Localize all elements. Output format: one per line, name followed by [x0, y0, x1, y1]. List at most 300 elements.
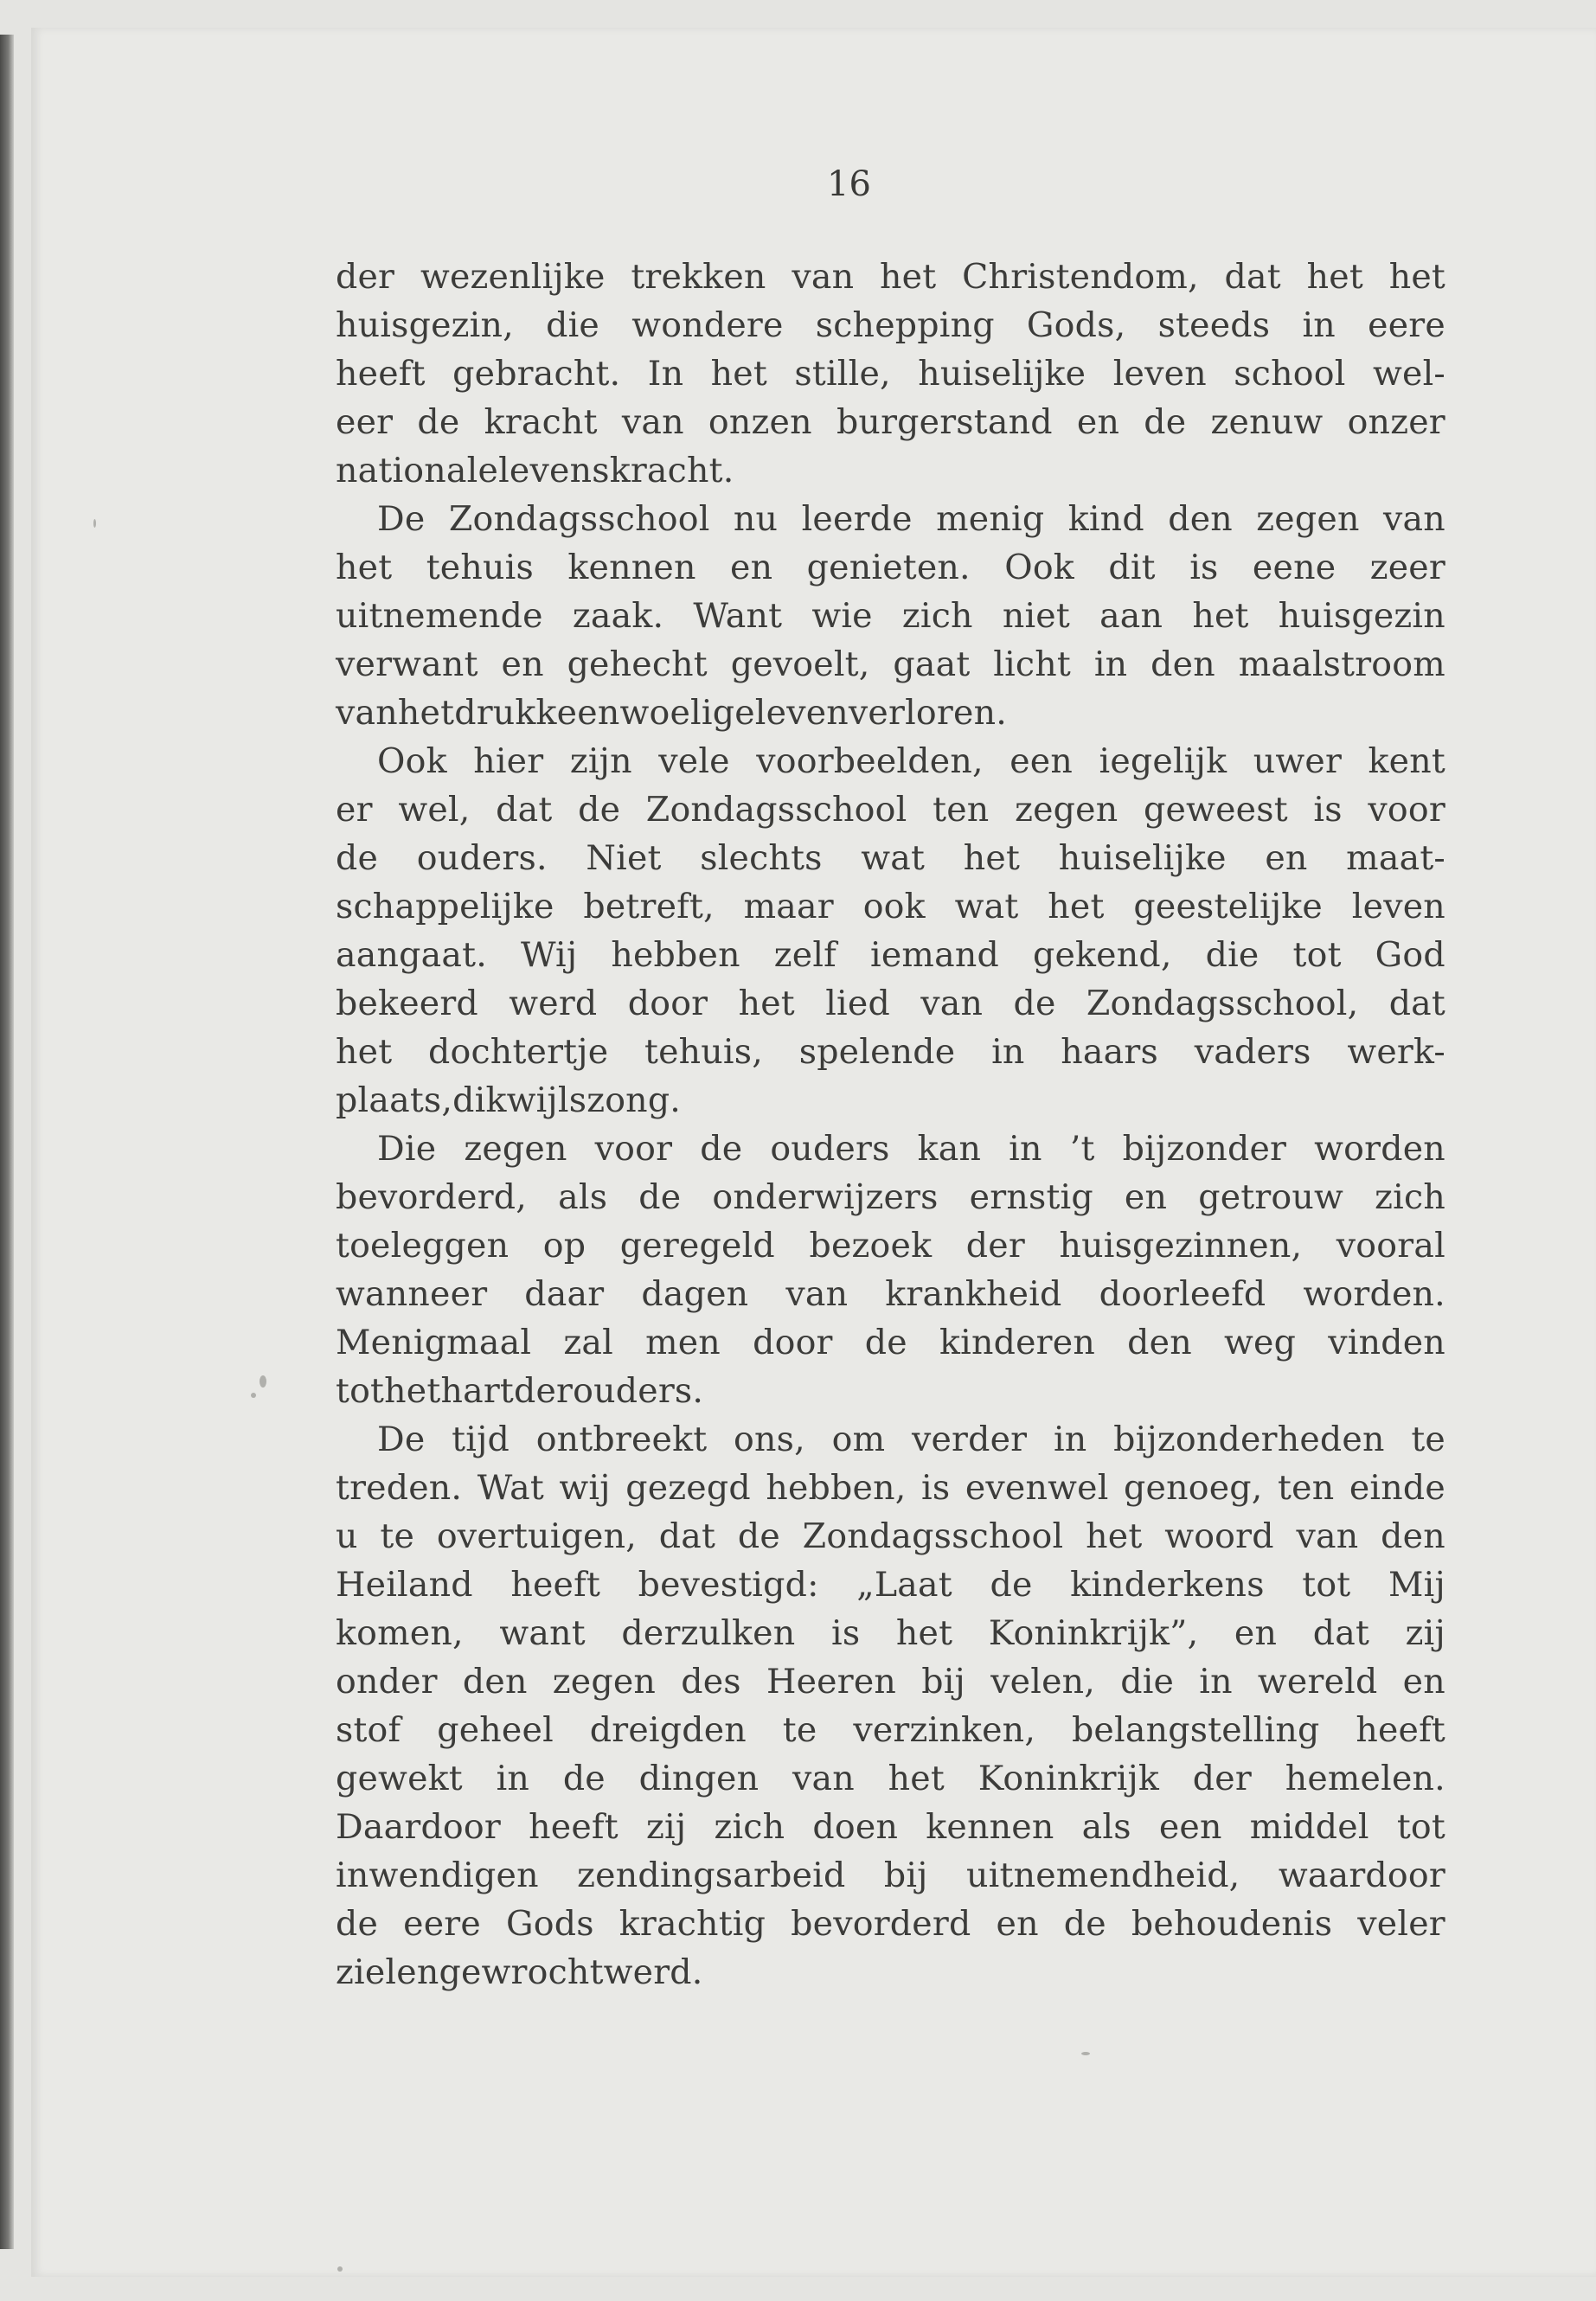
word: burgerstand	[836, 402, 1053, 442]
word: het	[1192, 596, 1249, 636]
scan-speck	[251, 1393, 256, 1398]
word: Wij	[520, 935, 578, 975]
word: bekeerd	[336, 984, 478, 1023]
word: Niet	[586, 838, 662, 878]
word: huisgezin	[1278, 596, 1445, 636]
word: genoeg,	[1124, 1468, 1263, 1508]
text-line	[336, 931, 1445, 979]
word: een	[1010, 741, 1074, 781]
word: door	[753, 1323, 833, 1362]
word: der	[1192, 1759, 1252, 1798]
text-line	[336, 592, 1445, 640]
word: leven	[754, 693, 849, 733]
word: vinden	[1328, 1323, 1445, 1362]
word: eere	[403, 1904, 481, 1944]
word: zich	[714, 1807, 785, 1847]
body-text	[336, 253, 1445, 1997]
word: kennen	[926, 1807, 1054, 1847]
word: De	[377, 499, 426, 539]
word: Die	[377, 1129, 437, 1169]
word: huiselijke	[1058, 838, 1227, 878]
word: doen	[812, 1807, 899, 1847]
word: wij	[559, 1468, 611, 1508]
text-line	[336, 834, 1445, 882]
word: den	[1168, 499, 1233, 539]
word: en	[996, 1904, 1039, 1944]
word: het	[1048, 887, 1105, 926]
word: ten	[1278, 1468, 1335, 1508]
word: zaak.	[572, 596, 664, 636]
word: steeds	[1157, 305, 1271, 345]
word: Zondagsschool	[802, 1516, 1064, 1556]
word: in	[1199, 1662, 1233, 1702]
word: levenskracht.	[498, 451, 734, 490]
word: men	[645, 1323, 721, 1362]
word: het	[1306, 257, 1363, 297]
word: in	[496, 1759, 530, 1798]
word: want	[499, 1613, 586, 1653]
word: lied	[825, 984, 890, 1023]
word: stille,	[794, 354, 891, 394]
word: krachtig	[619, 1904, 766, 1944]
word: de	[1063, 1904, 1106, 1944]
word: de	[990, 1565, 1033, 1605]
word: schappelijke	[336, 887, 554, 926]
word: Koninkrijk	[977, 1759, 1160, 1798]
word: leven	[1351, 887, 1445, 926]
word: en	[1124, 1177, 1168, 1217]
text-line	[336, 1561, 1445, 1609]
word: bij	[921, 1662, 965, 1702]
word: zij	[1405, 1613, 1445, 1653]
text-line	[336, 785, 1445, 834]
word: Gods	[506, 1904, 594, 1944]
word: te	[1411, 1420, 1445, 1459]
word: einde	[1349, 1468, 1445, 1508]
word: op	[542, 1226, 586, 1266]
word: leven	[1112, 354, 1207, 394]
word: tot	[1302, 1565, 1351, 1605]
word: die	[1120, 1662, 1175, 1702]
word: Koninkrijk”,	[988, 1613, 1199, 1653]
word: heeft	[336, 354, 426, 394]
word: Wat	[477, 1468, 544, 1508]
word: Zondagsschool	[645, 790, 907, 830]
word: der	[513, 1371, 574, 1411]
word: voor	[1368, 790, 1445, 830]
word: nu	[733, 499, 779, 539]
word: den	[462, 1662, 528, 1702]
word: zielen	[336, 1952, 439, 1992]
word: van	[785, 1274, 849, 1314]
word: onderwijzers	[712, 1177, 939, 1217]
word: en	[730, 548, 773, 587]
word: nationale	[336, 451, 499, 490]
word: huisgezinnen,	[1059, 1226, 1303, 1266]
word: schepping	[815, 305, 995, 345]
word: zegen	[1015, 790, 1118, 830]
word: gewekt	[336, 1759, 463, 1798]
word: genieten.	[806, 548, 971, 587]
word: niet	[1002, 596, 1070, 636]
word: zegen	[552, 1662, 657, 1702]
word: waardoor	[1278, 1856, 1445, 1895]
word: in	[991, 1032, 1025, 1072]
word: wanneer	[336, 1274, 488, 1314]
text-line	[336, 1754, 1445, 1803]
word: kinderen	[939, 1323, 1095, 1362]
word: slechts	[700, 838, 823, 878]
word: voorbeelden,	[756, 741, 984, 781]
word: komen,	[336, 1613, 464, 1653]
word: de	[737, 1516, 780, 1556]
word: tehuis,	[644, 1032, 763, 1072]
word: de	[336, 1904, 379, 1944]
word: tot	[1396, 1807, 1445, 1847]
word: u	[336, 1516, 358, 1556]
word: hemelen.	[1285, 1759, 1445, 1798]
word: inwendigen	[336, 1856, 539, 1895]
word: dit	[1108, 548, 1156, 587]
word: ontbreekt	[535, 1420, 708, 1459]
word: en	[577, 693, 620, 733]
word: maar	[743, 887, 834, 926]
word: die	[546, 305, 599, 345]
word: vaders	[1194, 1032, 1311, 1072]
word: bevorderd	[791, 1904, 971, 1944]
word: de	[700, 1129, 743, 1169]
word: de	[562, 1759, 606, 1798]
text-line	[336, 1706, 1445, 1754]
word: dat	[1388, 984, 1445, 1023]
word: verder	[911, 1420, 1028, 1459]
word: dingen	[638, 1759, 760, 1798]
word: verloren.	[848, 693, 1007, 733]
word: leerde	[801, 499, 913, 539]
word: in	[1302, 305, 1336, 345]
word: evenwel	[965, 1468, 1109, 1508]
word: dochtertje	[428, 1032, 609, 1072]
text-line	[336, 1512, 1445, 1561]
word: plaats,	[336, 1080, 453, 1120]
word: dat	[496, 790, 553, 830]
word: wat	[954, 887, 1019, 926]
word: zegen	[1256, 499, 1360, 539]
word: hebben,	[766, 1468, 907, 1508]
word: door	[627, 984, 708, 1023]
word: de	[417, 402, 460, 442]
word: om	[831, 1420, 886, 1459]
word: dat	[658, 1516, 716, 1556]
word: het	[710, 354, 767, 394]
word: uitnemendheid,	[966, 1856, 1240, 1895]
word: den	[1127, 1323, 1192, 1362]
word: aan	[1099, 596, 1163, 636]
word: en	[1234, 1613, 1278, 1653]
text-line	[336, 979, 1445, 1028]
word: iegelijk	[1099, 741, 1227, 781]
word: zegen	[464, 1129, 567, 1169]
word: onder	[336, 1662, 438, 1702]
word: zich	[1375, 1177, 1445, 1217]
word: te	[782, 1710, 817, 1750]
word: dat	[1312, 1613, 1370, 1653]
word: kind	[1067, 499, 1144, 539]
word: geweest	[1144, 790, 1288, 830]
word: kan	[917, 1129, 982, 1169]
word: van	[792, 257, 855, 297]
scan-speck	[93, 519, 96, 528]
word: in	[1009, 1129, 1042, 1169]
word: in	[1093, 644, 1128, 684]
word: geregeld	[619, 1226, 775, 1266]
word: Zondagsschool	[448, 499, 710, 539]
word: de	[1144, 402, 1187, 442]
word: zong.	[586, 1080, 682, 1120]
word: hart	[440, 1371, 514, 1411]
text-line	[336, 689, 1445, 737]
word: wereld	[1257, 1662, 1378, 1702]
word: ook	[862, 887, 926, 926]
word: maat-	[1346, 838, 1445, 878]
word: ouders.	[416, 838, 548, 878]
scan-speck	[337, 2266, 343, 2272]
word: is	[921, 1468, 951, 1508]
word: spelende	[798, 1032, 956, 1072]
word: als	[1081, 1807, 1131, 1847]
word: „Laat	[856, 1565, 952, 1605]
text-line	[336, 1367, 1445, 1415]
word: der	[336, 257, 395, 297]
word: wezenlijke	[420, 257, 606, 297]
word: aangaat.	[336, 935, 487, 975]
word: daar	[524, 1274, 605, 1314]
word: toeleggen	[336, 1226, 510, 1266]
word: den	[1151, 644, 1215, 684]
word: gebracht.	[452, 354, 621, 394]
word: uwer	[1253, 741, 1343, 781]
word: vele	[658, 741, 730, 781]
word: drukke	[454, 693, 578, 733]
word: trekken	[631, 257, 766, 297]
word: van	[1296, 1516, 1359, 1556]
word: werd	[509, 984, 598, 1023]
word: Heeren	[766, 1662, 897, 1702]
word: het	[738, 984, 795, 1023]
word: het	[384, 1371, 441, 1411]
word: de	[578, 790, 621, 830]
word: van	[920, 984, 984, 1023]
word: de	[1013, 984, 1056, 1023]
word: eere	[1368, 305, 1445, 345]
word: zeer	[1369, 548, 1445, 587]
page-number: 16	[827, 164, 871, 204]
word: Menigmaal	[336, 1323, 532, 1362]
word: van	[621, 402, 684, 442]
word: van	[792, 1759, 855, 1798]
word: bevorderd,	[336, 1177, 528, 1217]
word: tot	[336, 1371, 385, 1411]
word: vooral	[1336, 1226, 1445, 1266]
text-line	[336, 398, 1445, 446]
word: stof	[336, 1710, 401, 1750]
word: van	[1382, 499, 1445, 539]
text-line	[336, 1076, 1445, 1125]
word: bijzonderheden	[1113, 1420, 1385, 1459]
word: kennen	[567, 548, 696, 587]
word: geestelijke	[1133, 887, 1323, 926]
word: zenuw	[1210, 402, 1324, 442]
word: wondere	[631, 305, 784, 345]
text-line	[336, 1948, 1445, 1997]
word: voor	[594, 1129, 673, 1169]
text-line	[336, 1609, 1445, 1657]
word: eer	[336, 402, 394, 442]
word: gaat	[893, 644, 971, 684]
word: wel,	[398, 790, 471, 830]
scan-speck	[260, 1375, 266, 1388]
word: dikwijls	[452, 1080, 587, 1120]
word: bezoek	[809, 1226, 933, 1266]
word: en	[1076, 402, 1120, 442]
word: middel	[1249, 1807, 1369, 1847]
word: het	[336, 548, 393, 587]
word: werk-	[1347, 1032, 1445, 1072]
word: velen,	[990, 1662, 1096, 1702]
word: worden	[1314, 1129, 1445, 1169]
word: eene	[1252, 548, 1336, 587]
word: de	[638, 1177, 682, 1217]
text-line	[336, 1657, 1445, 1706]
word: woord	[1164, 1516, 1274, 1556]
word: huisgezin,	[336, 305, 514, 345]
word: doorleefd	[1099, 1274, 1266, 1314]
word: kinderkens	[1070, 1565, 1265, 1605]
word: gezegd	[625, 1468, 751, 1508]
word: is	[831, 1613, 861, 1653]
text-line	[336, 253, 1445, 301]
text-line	[336, 1173, 1445, 1221]
word: Heiland	[336, 1565, 473, 1605]
word: heeft	[1356, 1710, 1445, 1750]
text-line	[336, 640, 1445, 689]
word: iemand	[870, 935, 999, 975]
word: het	[895, 1613, 953, 1653]
word: bevestigd:	[638, 1565, 819, 1605]
word: school	[1234, 354, 1346, 394]
word: De	[377, 1420, 426, 1459]
word: en	[501, 644, 544, 684]
word: den	[1381, 1516, 1445, 1556]
word: het	[1388, 257, 1445, 297]
word: de	[336, 838, 379, 878]
word: in	[1053, 1420, 1087, 1459]
word: God	[1375, 935, 1445, 975]
word: zich	[901, 596, 973, 636]
word: verwant	[336, 644, 478, 684]
text-line	[336, 1900, 1445, 1948]
word: worden.	[1303, 1274, 1445, 1314]
word: zijn	[569, 741, 632, 781]
word: treden.	[336, 1468, 463, 1508]
word: het	[1086, 1516, 1143, 1556]
text-line	[336, 301, 1445, 349]
word: ten	[933, 790, 990, 830]
word: kracht	[484, 402, 598, 442]
word: als	[558, 1177, 608, 1217]
word: haars	[1061, 1032, 1158, 1072]
word: verzinken,	[853, 1710, 1036, 1750]
word: werd.	[603, 1952, 703, 1992]
word: is	[1189, 548, 1219, 587]
word: onzer	[1347, 402, 1445, 442]
word: die	[1205, 935, 1259, 975]
text-line	[336, 1028, 1445, 1076]
word: dagen	[641, 1274, 749, 1314]
word: er	[336, 790, 373, 830]
word: en	[1402, 1662, 1445, 1702]
word: te	[380, 1516, 415, 1556]
text-line	[336, 495, 1445, 543]
word: huiselijke	[918, 354, 1086, 394]
word: getrouw	[1198, 1177, 1344, 1217]
word: Want	[693, 596, 783, 636]
word: Christendom,	[962, 257, 1199, 297]
word: van	[336, 693, 398, 733]
scan-speck	[1081, 2052, 1090, 2055]
word: menig	[936, 499, 1045, 539]
text-line	[336, 349, 1445, 398]
word: dreigden	[589, 1710, 747, 1750]
text-line	[336, 1125, 1445, 1173]
word: dat	[1224, 257, 1281, 297]
word: heeft	[510, 1565, 601, 1605]
word: gevoelt,	[730, 644, 870, 684]
word: weg	[1224, 1323, 1297, 1362]
word: ons,	[734, 1420, 805, 1459]
word: onzen	[708, 402, 812, 442]
word: tot	[1292, 935, 1342, 975]
word: het	[336, 1032, 393, 1072]
word: wie	[811, 596, 873, 636]
text-line	[336, 543, 1445, 592]
text-line	[336, 1221, 1445, 1270]
binding-edge	[0, 35, 14, 2249]
word: belangstelling	[1071, 1710, 1320, 1750]
text-line	[336, 737, 1445, 785]
word: licht	[993, 644, 1071, 684]
text-line	[336, 882, 1445, 931]
word: overtuigen,	[436, 1516, 637, 1556]
word: des	[681, 1662, 741, 1702]
word: der	[965, 1226, 1025, 1266]
word: woelige	[619, 693, 755, 733]
word: wel-	[1372, 354, 1445, 394]
word: ouders	[770, 1129, 890, 1169]
word: en	[1265, 838, 1308, 878]
word: Ook	[1004, 548, 1074, 587]
word: ouders.	[573, 1371, 704, 1411]
word: Mij	[1388, 1565, 1445, 1605]
word: uitnemende	[336, 596, 543, 636]
word: kent	[1368, 741, 1445, 781]
word: het	[888, 1759, 945, 1798]
word: maalstroom	[1238, 644, 1445, 684]
word: behoudenis	[1131, 1904, 1333, 1944]
word: hier	[473, 741, 544, 781]
word: zelf	[773, 935, 836, 975]
text-line	[336, 1464, 1445, 1512]
